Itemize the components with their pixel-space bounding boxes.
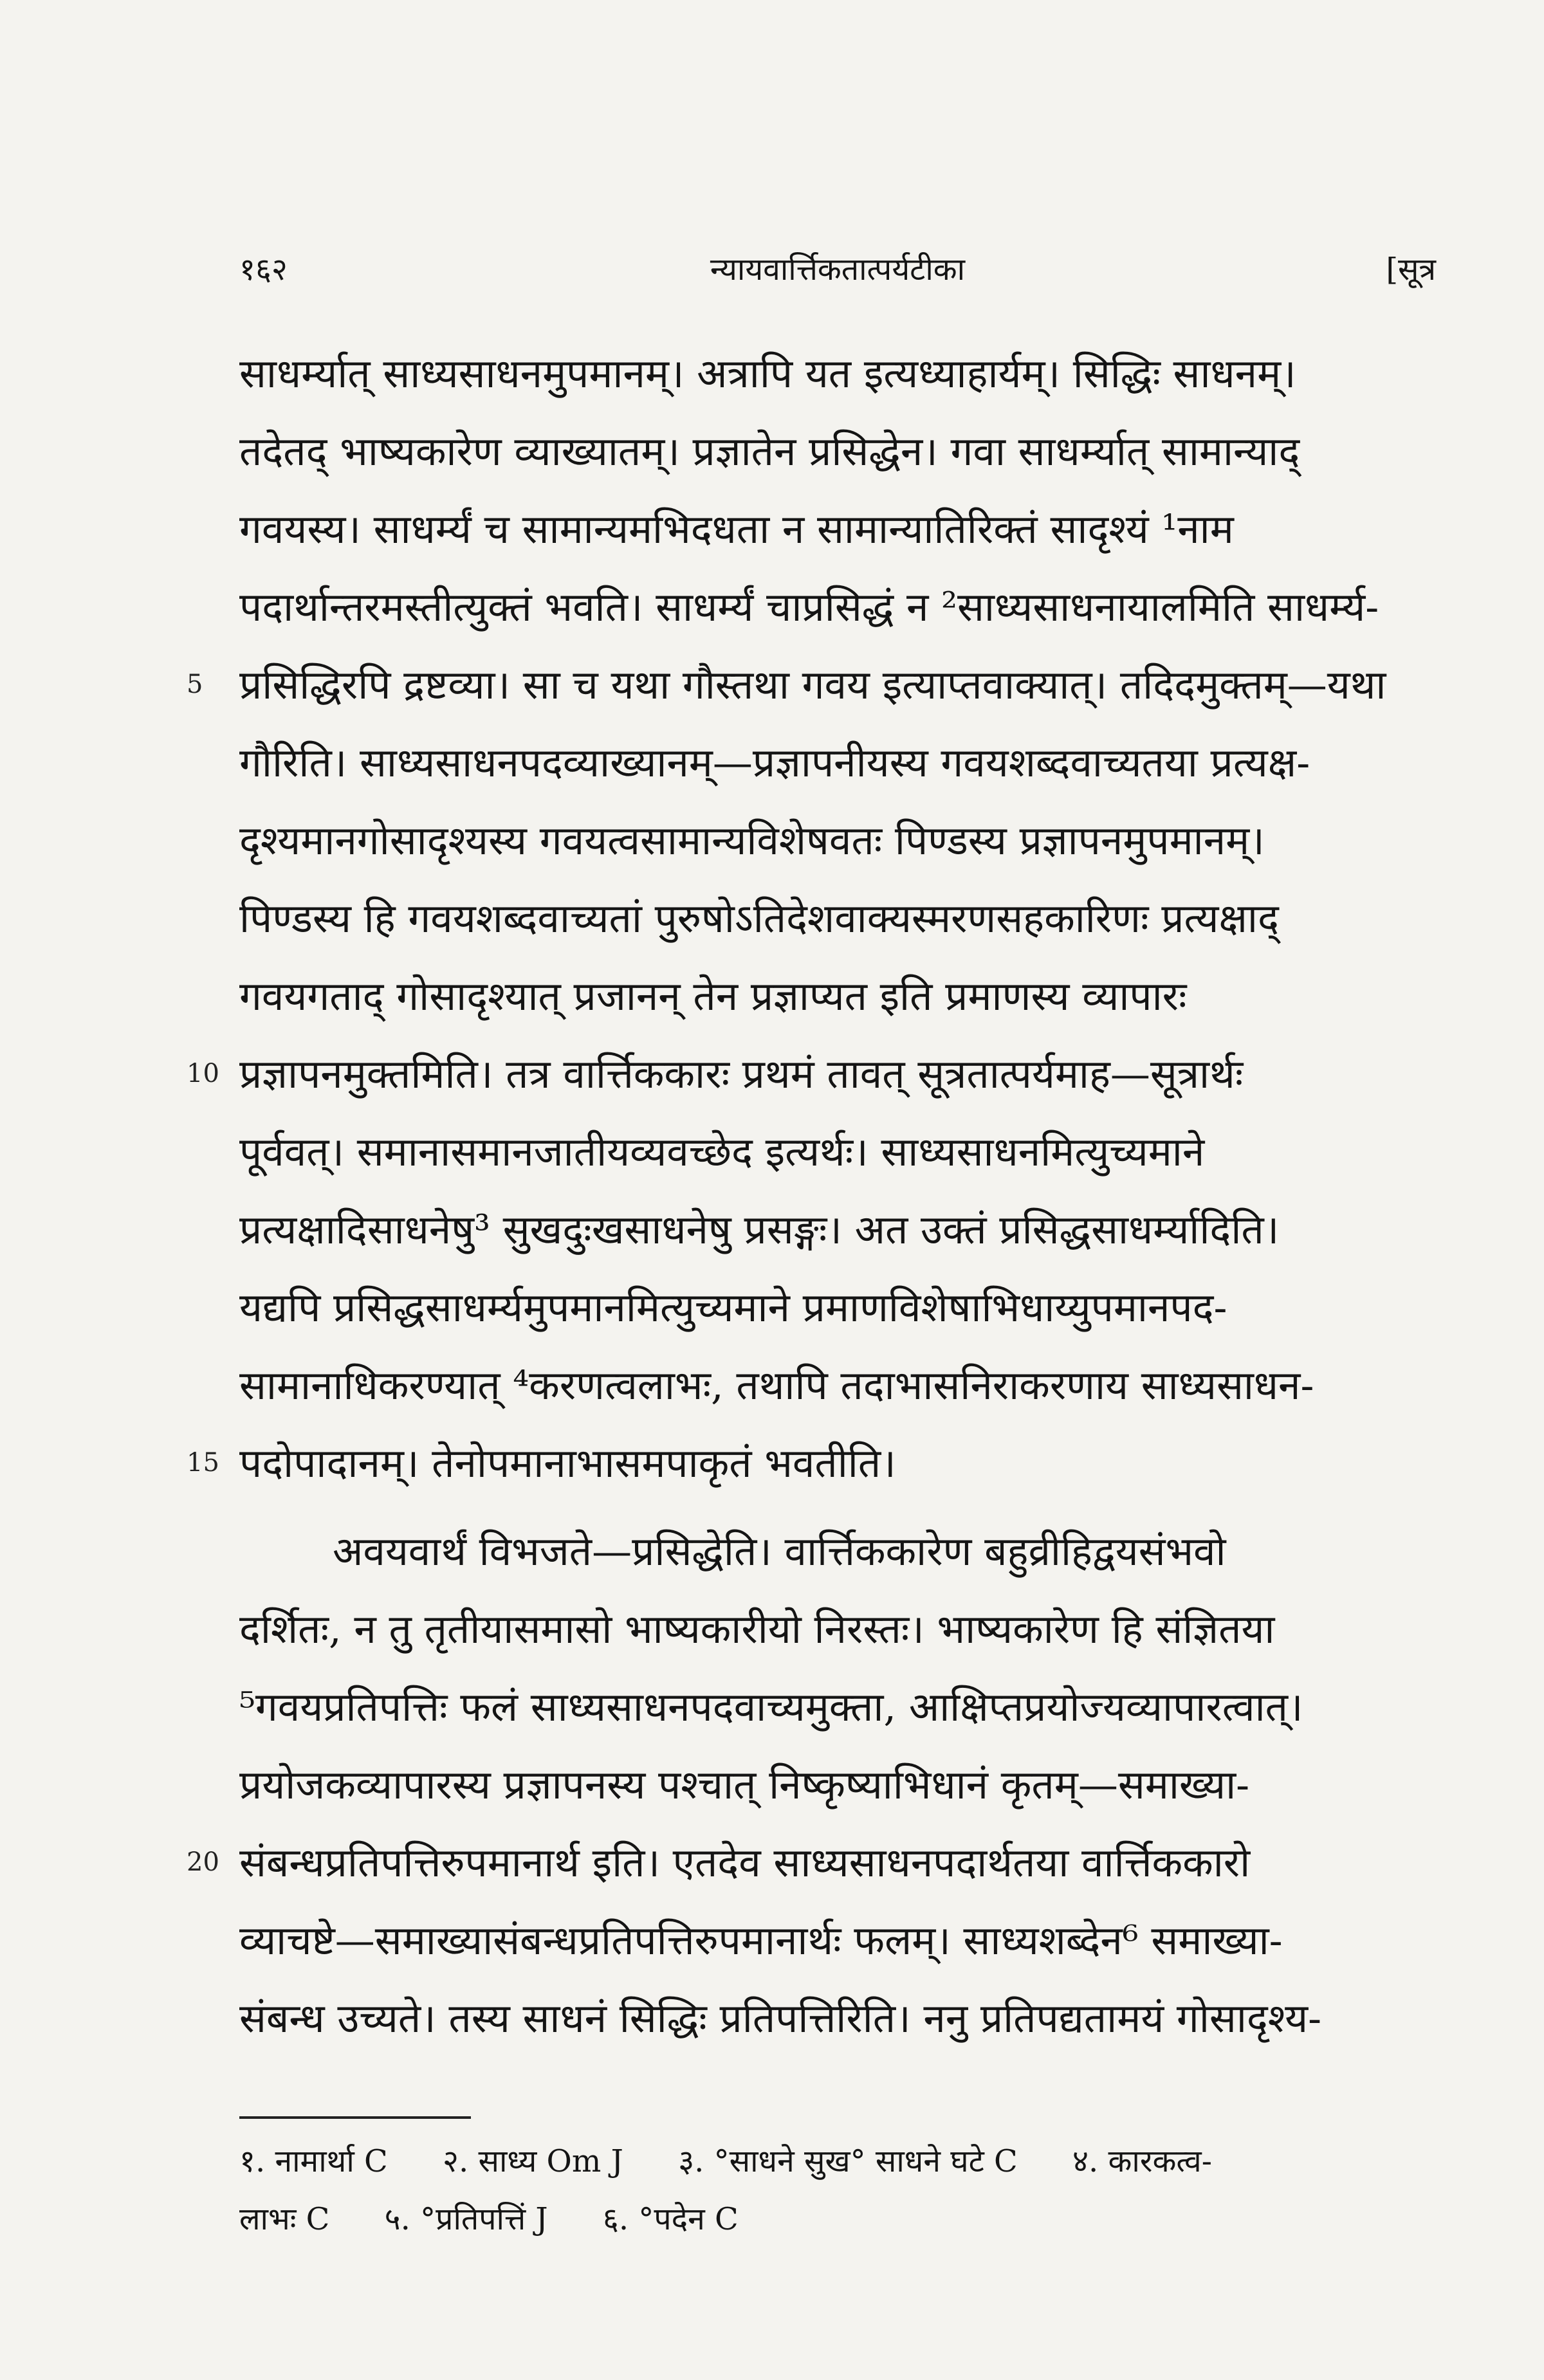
text-line: [187, 646, 1436, 724]
text-line: [239, 724, 1436, 801]
footnote-1: १. नामार्था C: [239, 2143, 388, 2179]
text-line: [239, 957, 1436, 1035]
text-line: [187, 1824, 1436, 1901]
text-line: [239, 879, 1436, 957]
line-number: 20: [187, 1847, 219, 1877]
text-line: [239, 1191, 1436, 1268]
line-text: प्रयोजकव्यापारस्य प्रज्ञापनस्य पश्चात् निष्कृष्याभिधानं कृतम्—समाख्या-: [239, 1761, 1250, 1808]
line-text: पदार्थान्तरमस्तीत्युक्तं भवति। साधर्म्यं चाप्रसिद्धं न ²साध्यसाधनायालमिति साधर्म्य-: [239, 583, 1379, 630]
footnote-row: [239, 2132, 1436, 2190]
text-line: [239, 1268, 1436, 1346]
footnote-4-continued: लाभः C: [239, 2201, 330, 2237]
footnote-6: ६. °पदेन C: [602, 2201, 739, 2237]
line-text: प्रज्ञापनमुक्तमिति। तत्र वार्त्तिककारः प्रथमं तावत् सूत्रतात्पर्यमाह—सूत्रार्थः: [239, 1050, 1244, 1097]
line-text: गवयगताद् गोसादृश्यात् प्रजानन् तेन प्रज्ञाप्यत इति प्रमाणस्य व्यापारः: [239, 973, 1187, 1020]
line-text: गौरिति। साध्यसाधनपदव्याख्यानम्—प्रज्ञापनीयस्य गवयशब्दवाच्यतया प्रत्यक्ष-: [239, 739, 1310, 786]
line-text: अवयवार्थं विभजते—प्रसिद्धेति। वार्त्तिककारेण बहुव्रीहिद्वयसंभवो: [333, 1528, 1226, 1575]
paragraph-gap: [239, 1502, 1436, 1512]
text-line: [239, 1901, 1436, 1979]
text-line: [239, 568, 1436, 646]
line-text: सामानाधिकरण्यात् ⁴करणत्वलाभः, तथापि तदाभासनिराकरणाय साध्यसाधन-: [239, 1362, 1314, 1409]
section-marker: [सूत्र: [1386, 252, 1436, 288]
line-text: तदेतद् भाष्यकारेण व्याख्यातम्। प्रज्ञातेन प्रसिद्धेन। गवा साधर्म्यात् सामान्याद्: [239, 428, 1300, 475]
page-number: १६२: [239, 252, 288, 288]
line-text: संबन्ध उच्यते। तस्य साधनं सिद्धिः प्रतिपत्तिरिति। ननु प्रतिपद्यतामयं गोसादृश्य-: [239, 1995, 1322, 2042]
line-text: संबन्धप्रतिपत्तिरुपमानार्थ इति। एतदेव साध्यसाधनपदार्थतया वार्त्तिककारो: [239, 1839, 1251, 1886]
running-header: [239, 248, 1436, 299]
line-text: प्रसिद्धिरपि द्रष्टव्या। सा च यथा गौस्तथा गवय इत्याप्तवाक्यात्। तदिदमुक्तम्—यथा: [239, 661, 1386, 708]
text-line: [239, 1113, 1436, 1191]
text-line: [187, 1035, 1436, 1113]
footnote-rule: [239, 2116, 471, 2119]
line-text: पदोपादानम्। तेनोपमानाभासमपाकृतं भवतीति।: [239, 1440, 896, 1487]
footnote-5: ५. °प्रतिपत्तिं J: [384, 2201, 548, 2237]
footnote-row: [239, 2190, 1436, 2248]
footnote-2: २. साध्य Om J: [443, 2143, 623, 2179]
text-line: [239, 801, 1436, 879]
line-text: दृश्यमानगोसादृश्यस्य गवयत्वसामान्यविशेषवतः पिण्डस्य प्रज्ञापनमुपमानम्।: [239, 817, 1265, 864]
line-text: गवयस्य। साधर्म्यं च सामान्यमभिदधता न सामान्यातिरिक्तं सादृश्यं ¹नाम: [239, 506, 1234, 553]
line-text: व्याचष्टे—समाख्यासंबन्धप्रतिपत्तिरुपमानार्थः फलम्। साध्यशब्देन⁶ समाख्या-: [239, 1917, 1283, 1964]
text-line: [239, 1512, 1436, 1590]
running-title: न्यायवार्त्तिकतात्पर्यटीका: [710, 252, 966, 288]
line-text: प्रत्यक्षादिसाधनेषु³ सुखदुःखसाधनेषु प्रसङ्गः। अत उक्तं प्रसिद्धसाधर्म्यादिति।: [239, 1206, 1280, 1253]
text-line: [239, 334, 1436, 412]
commentary-text: [187, 334, 1436, 2057]
footnote-4: ४. कारकत्व-: [1072, 2143, 1212, 2179]
line-number: 15: [187, 1448, 219, 1478]
line-text: पिण्डस्य हि गवयशब्दवाच्यतां पुरुषोऽतिदेशवाक्यस्मरणसहकारिणः प्रत्यक्षाद्: [239, 895, 1279, 942]
text-line: [239, 1979, 1436, 2057]
text-line: [239, 1590, 1436, 1668]
text-line: [239, 1746, 1436, 1824]
footnote-3: ३. °साधने सुख° साधने घटे C: [678, 2143, 1018, 2179]
text-line: [239, 1668, 1436, 1746]
line-text: यद्यपि प्रसिद्धसाधर्म्यमुपमानमित्युच्यमाने प्रमाणविशेषाभिधाय्युपमानपद-: [239, 1284, 1227, 1331]
line-text: साधर्म्यात् साध्यसाधनमुपमानम्। अत्रापि यत इत्यध्याहार्यम्। सिद्धिः साधनम्।: [239, 350, 1296, 397]
footnotes: [239, 2132, 1436, 2248]
text-line: [239, 1346, 1436, 1424]
line-number: 10: [187, 1059, 219, 1088]
line-text: दर्शितः, न तु तृतीयासमासो भाष्यकारीयो निरस्तः। भाष्यकारेण हि संज्ञितया: [239, 1606, 1275, 1652]
text-line: [239, 412, 1436, 490]
line-text: पूर्ववत्। समानासमानजातीयव्यवच्छेद इत्यर्थः। साध्यसाधनमित्युच्यमाने: [239, 1128, 1205, 1175]
line-number: 5: [187, 670, 203, 699]
text-line: [239, 490, 1436, 568]
text-line: [187, 1424, 1436, 1502]
line-text: ⁵गवयप्रतिपत्तिः फलं साध्यसाधनपदवाच्यमुक्ता, आक्षिप्तप्रयोज्यव्यापारत्वात्।: [239, 1683, 1303, 1730]
